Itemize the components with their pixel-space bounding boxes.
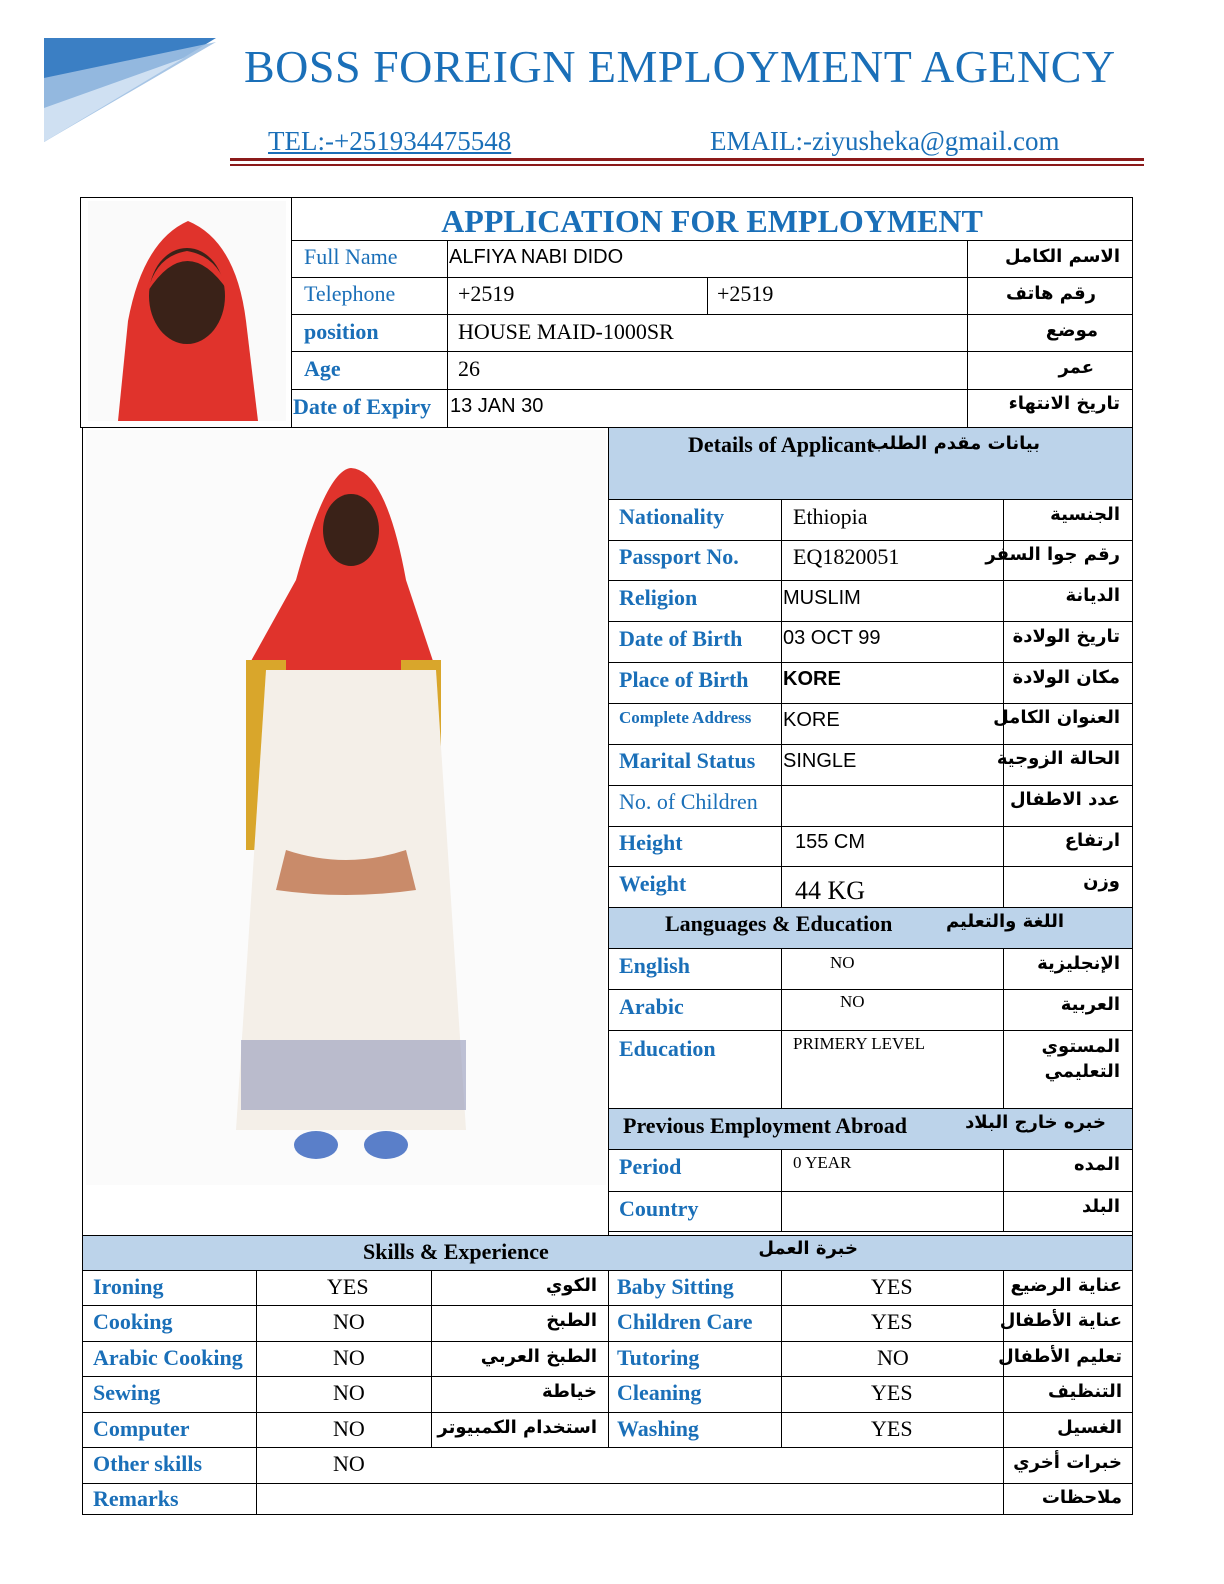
detail-label: Place of Birth <box>619 667 749 692</box>
period-label: Period <box>619 1154 682 1179</box>
skill-ar: عناية الرضيع <box>1010 1275 1122 1296</box>
previous-title: Previous Employment Abroad <box>623 1113 907 1138</box>
english-value: NO <box>830 953 855 972</box>
detail-ar: العنوان الكامل <box>993 707 1120 728</box>
detail-value: EQ1820051 <box>793 544 900 569</box>
detail-value: KORE <box>783 668 841 690</box>
details-title: Details of Applicant <box>688 432 874 457</box>
education-ar-line1: المستوي <box>1041 1036 1120 1057</box>
position-label: position <box>304 319 379 344</box>
telephone-value-1: +2519 <box>458 281 515 306</box>
previous-title-ar: خبره خارج البلاد <box>965 1112 1106 1133</box>
remarks-label: Remarks <box>93 1486 179 1511</box>
skills-title-ar: خبرة العمل <box>758 1238 858 1259</box>
skill-label: Children Care <box>617 1309 753 1334</box>
english-ar: الإنجليزية <box>1037 953 1120 974</box>
skill-ar: استخدام الكمبيوتر <box>437 1417 597 1438</box>
skill-label: Washing <box>617 1416 699 1441</box>
skill-label: Cleaning <box>617 1380 702 1405</box>
portrait-photo <box>88 201 286 421</box>
languages-title-ar: اللغة والتعليم <box>945 911 1064 932</box>
detail-label: Nationality <box>619 504 725 529</box>
detail-ar: مكان الولادة <box>1012 667 1120 688</box>
age-ar: عمر <box>1058 357 1094 378</box>
detail-value: KORE <box>783 709 840 731</box>
detail-label: Complete Address <box>619 708 752 727</box>
agency-logo <box>44 38 216 142</box>
expiry-label: Date of Expiry <box>293 394 432 419</box>
full-name-value: ALFIYA NABI DIDO <box>449 246 624 268</box>
detail-label: Date of Birth <box>619 626 743 651</box>
detail-ar: ارتفاع <box>1064 830 1120 851</box>
full-name-ar: الاسم الكامل <box>1004 246 1120 267</box>
skills-header <box>83 1236 1132 1270</box>
age-label: Age <box>304 356 341 381</box>
detail-value: 44 KG <box>795 876 866 905</box>
arabic-label: Arabic <box>619 994 684 1019</box>
skill-ar: عناية الأطفال <box>999 1310 1122 1331</box>
skill-ar: الطبخ العربي <box>480 1346 597 1367</box>
arabic-ar: العربية <box>1060 994 1120 1015</box>
country-label: Country <box>619 1196 699 1221</box>
detail-label: Religion <box>619 585 698 610</box>
detail-ar: عدد الاطفال <box>1009 789 1120 810</box>
position-ar: موضع <box>1045 320 1098 341</box>
english-label: English <box>619 953 690 978</box>
detail-ar: وزن <box>1083 871 1120 892</box>
skill-value: NO <box>333 1309 365 1334</box>
header-rule <box>230 164 1144 166</box>
agency-email[interactable]: EMAIL:-ziyusheka@gmail.com <box>710 126 1060 156</box>
other-skills-label: Other skills <box>93 1451 203 1476</box>
agency-name: BOSS FOREIGN EMPLOYMENT AGENCY <box>244 41 1116 92</box>
skill-value: YES <box>871 1380 913 1405</box>
skill-value: NO <box>333 1345 365 1370</box>
expiry-ar: تاريخ الانتهاء <box>1008 393 1120 414</box>
detail-value: MUSLIM <box>783 587 861 609</box>
detail-ar: الجنسية <box>1050 504 1120 525</box>
country-ar: البلد <box>1081 1196 1120 1217</box>
languages-title: Languages & Education <box>665 911 893 936</box>
details-title-ar: بيانات مقدم الطلب <box>870 433 1040 454</box>
age-value: 26 <box>458 356 480 381</box>
remarks-ar: ملاحظات <box>1041 1487 1122 1508</box>
other-skills-value: NO <box>333 1451 365 1476</box>
skill-label: Cooking <box>93 1309 173 1334</box>
telephone-label: Telephone <box>304 281 396 306</box>
detail-ar: تاريخ الولادة <box>1012 626 1120 647</box>
arabic-value: NO <box>840 992 865 1011</box>
skill-value: NO <box>877 1345 909 1370</box>
skill-value: YES <box>871 1274 913 1299</box>
full-body-photo <box>86 430 606 1185</box>
detail-ar: الديانة <box>1065 585 1120 606</box>
skill-ar: الطبخ <box>546 1310 597 1331</box>
detail-value: 03 OCT 99 <box>783 627 881 649</box>
full-name-label: Full Name <box>304 244 398 269</box>
position-value: HOUSE MAID-1000SR <box>458 319 674 344</box>
education-ar-line2: التعليمي <box>1044 1061 1120 1082</box>
education-label: Education <box>619 1036 716 1061</box>
skill-label: Baby Sitting <box>617 1274 734 1299</box>
skill-label: Ironing <box>93 1274 164 1299</box>
skill-ar: تعليم الأطفال <box>998 1346 1122 1367</box>
skill-label: Arabic Cooking <box>93 1345 243 1370</box>
detail-label: No. of Children <box>619 789 758 814</box>
header-rule <box>230 158 1144 161</box>
skill-label: Tutoring <box>617 1345 700 1370</box>
skill-value: NO <box>333 1380 365 1405</box>
skill-value: YES <box>871 1416 913 1441</box>
detail-label: Height <box>619 830 683 855</box>
detail-value: 155 CM <box>795 831 866 853</box>
telephone-value-2: +2519 <box>717 281 774 306</box>
skill-value: YES <box>871 1309 913 1334</box>
other-skills-ar: خبرات أخري <box>1013 1452 1122 1473</box>
skill-ar: الكوي <box>545 1275 597 1296</box>
detail-value: Ethiopia <box>793 504 868 529</box>
skill-label: Computer <box>93 1416 190 1441</box>
period-ar: المده <box>1073 1154 1120 1175</box>
skill-value: NO <box>333 1416 365 1441</box>
skill-label: Sewing <box>93 1380 161 1405</box>
detail-ar: رقم جوا السفر <box>985 544 1120 565</box>
detail-ar: الحالة الزوجية <box>996 748 1120 769</box>
skill-ar: التنظيف <box>1048 1381 1122 1402</box>
skill-ar: الغسيل <box>1057 1417 1122 1438</box>
detail-label: Weight <box>619 871 687 896</box>
form-title: APPLICATION FOR EMPLOYMENT <box>441 203 983 239</box>
detail-label: Marital Status <box>619 748 756 773</box>
skills-title: Skills & Experience <box>363 1239 549 1264</box>
period-value: 0 YEAR <box>793 1153 852 1172</box>
skill-value: YES <box>327 1274 369 1299</box>
education-value: PRIMERY LEVEL <box>793 1034 926 1053</box>
expiry-value: 13 JAN 30 <box>450 395 544 417</box>
telephone-ar: رقم هاتف <box>1006 283 1096 304</box>
detail-label: Passport No. <box>619 544 739 569</box>
skill-ar: خياطة <box>542 1381 597 1402</box>
agency-telephone[interactable]: TEL:-+251934475548 <box>268 126 512 156</box>
detail-value: SINGLE <box>783 750 857 772</box>
